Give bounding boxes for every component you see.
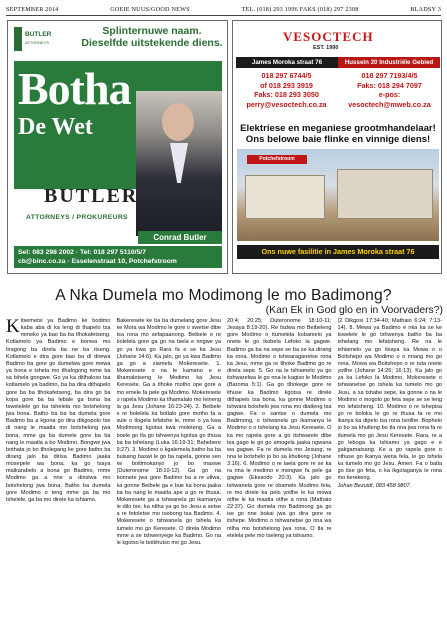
article-signature: Johan Bezuidt, 083 458 9807. <box>337 482 412 489</box>
dewet-text: De Wet <box>18 114 93 140</box>
photo-head <box>162 103 194 141</box>
logo-bar-icon <box>14 27 22 51</box>
vesoctech-brand: VESOCTECH <box>283 29 374 44</box>
tel-left-4: perry@vesoctech.co.za <box>246 99 327 109</box>
butler-logo <box>14 27 68 53</box>
building-left <box>245 175 325 219</box>
tel-left-1: 018 297 6744/5 <box>261 71 312 80</box>
butler-contact <box>14 246 222 268</box>
firm-name: BUTLER <box>44 185 139 207</box>
shop-sign: Potchefstroom <box>247 155 307 164</box>
logo-line1: BUTLER <box>25 31 52 38</box>
tel-left-block <box>236 71 337 121</box>
butler-advert <box>7 20 228 274</box>
page-header <box>6 4 441 16</box>
building-right <box>337 169 433 219</box>
logo-line2: ATTORNEYS <box>25 40 50 45</box>
article-subhead: (Kan Ek in God glo en in Voorvaders?) <box>265 305 443 316</box>
header-month: SEPTEMBER 2014 <box>6 6 59 13</box>
photo-shirt <box>170 143 188 183</box>
article-body <box>6 318 442 636</box>
article-column-1 <box>6 318 111 636</box>
botha-text: Botha <box>18 63 131 114</box>
street-1: James Moroka straat 76 <box>236 57 338 68</box>
header-title: GOEIE NUUS/GOOD NEWS <box>110 6 190 13</box>
article-column-2 <box>117 318 222 636</box>
tel-left-3: Faks: 018 293 3050 <box>254 90 319 99</box>
col2-text: Bakeresete ke ba ba dumelang gore Jesu ke Mora wa Modimo le gore o swetse dibe tsa rona mo sefapaanong. Beibele e re bolelela gore ga go na tsela e nngwe ya go ya kwa go Rara fa e se ka Jesu (Johane 14:6). Ka jalo, go ya kwa Badimo ga go a siamela Mokeresete. 1. Mokeresete o na le kamano e e tlhamaletseng le Modimo ka Jesu Keresete. Ga a tlhoke motho ope gore a mo emele fa pele ga Modimo. Mokeresete o rapela Modimo ka tlhamalalo mo leineng la ga Jesu (Johane 16:23-24). 2. Beibele e re bolelela ka botlalo gore motho fa a sule o tlogela lefatshe le, mme o ya kwa Modimong kgotsa kwa moleteng. Ga a boele go tla go tshwenya kgotsa go thusa ba ba tshelang (Luka 16:19-31; Bahebere 9:27). 3. Modimo o kgalemela batho ba ba buisang baswi le go ba rapela, gonne seo ke boitimokanyo jo bo maswe (Duteronome 18:10-12). Ga go na bonnete jwa gore Badimo ba a re utlwa, ka gonne Beibele ga e bue ka bona jaaka ba ba nang le maatla ape a go re thusa. Mokeresete ga a tshwanela go ikamanya le dilo tse, ka ntlha ya go bo Jesu a setse a re fetoletse mo tsebong tsa Badimo. 4. Mokeresete o tshwanela go tshela ka tumelo mo go Keresete. O direla Modimo mme a se tshwenyege ka Badimo. Go na le kgotso le boikhutso mo go Jesu. <box>116 318 221 546</box>
drop-cap: K <box>6 318 20 337</box>
col1-text: itsemetsi ya Badimo ke bodimo kaba aba di ka leng di thapelo tsa mmeko ya bao ba ba tlhokafetseng. Kotlamelo ya Badimo e bonwa mo tiragong ba direla ba ne ba itseng. Kotlamelo e dira gore bao ba di direwa Badimo ba gore go dumelwa gore mewa ya bona e tshela mo tlhalogong mme ba sa tshela gongwe. Go ya ka ditlhaloso tsa kotlamelo ya badimo, ba ba dira dithapelo gore ba ba tlhokafetseng, ba dira go ba kopa gore ba ba lebale ga bona ba tswelelele go ba tshelela mo botshelong jwa bona. Batho ba ba ba dumela gore Badimo ba a kgona go dira dikgopolo tse di nang le maatla mo botshelong jwa bona, mme ga ba dumele gore ba ba nang le maatla a bo Modimo. Bongwe jwa bothata jo bo tlholegang ke gore batho ba dirang jalo ba dirisa Badimo jaaka mosepele wa bona, ka go tsaya maikarabelo a bona go Badimo, mme Modimo ga a nne a dirisiwa mo botshelong jwa bona. Batho ba dumela gore Modimo o teng mme ga ba mo tshelele, ga ba mo direle ka tshiamo. <box>6 318 111 503</box>
tel-right-block <box>339 71 440 121</box>
street-banner <box>236 57 440 68</box>
street-2: Hussein 20 Industriële Gebied <box>338 57 440 68</box>
col4-text: (2 Dikgosi 17:34-40; Mathaio 6:24; 7:13-14). 8. Mewa ya Badimo e nka ka se ke tswelele le go tshwenya batho ba ba tshelang mo lefatsheng. Re na le tshiamelo ya go itsaya ka Mowa o o Boitshepo wa Modimo o o nnang mo go rona. Mowa wa Boitshepo o re ruta nnete yotlhe (Johane 14:26; 16:13). Ka jalo go ya ka Lefoko la Modimo, Mokeresete o tshwanetse go tshela ka tumelo mo go Jesu, a sa tshabe sepe, ka gonne o na le Modimo o mogolo go feta sepe se se leng mo lefatsheng. 10. Modimo o re tshepisa go re boloka le go re thusa fa re mo ikanya ka dipelo tsa rona tsotlhe. Bophelo jo bo sa khutleng bo tla nna jwa rona fa re dumela mo go Jesu Keresete. Rara, re a go leboga ka tshiamo ya gago e e gakgamatsang. Ke a go rapela gore o nthuse go ikanya wena fela, le go tshela ka tumelo mo go Jesu. Amen. Fa o batla go itse go feta, o ka ikgolaganya le rona mo kerekeng. <box>337 318 442 482</box>
tel-left-2: of 018 293 3919 <box>260 80 313 90</box>
lawyer-photo <box>136 91 222 236</box>
tel-right-3: e-pos: <box>378 90 401 99</box>
header-tel: TEL. (018) 293 1996 FAKS (018) 297 2308 <box>241 6 359 13</box>
contact-line1: Sel: 083 298 2002 · Tel: 018 297 5110/5/7 <box>18 249 146 256</box>
tel-right-1: 018 297 7193/4/5 <box>361 71 418 80</box>
person-name: Conrad Butler <box>138 231 222 244</box>
contact-line2: cb@binc.co.za · Esselenstraat 10, Potchefstroom <box>18 258 177 265</box>
article-column-3 <box>227 318 332 636</box>
col3-text: 20:4; 20:25; Duteronome 18:10-11; Jesaya 8:19-20). Re fadwa mo Beibeleng gore Modimo o itumelela kobamelo ya nnete le go ikobela Lefoko la gagwe. Badimo ga ba na sepe se ba se ka dirang ka rona. Modimo o tshwaraganetse rona ka Jesu, mme ga re tlhoke Badimo go re direla sepe. 5. Go na le tshiamelo ya go itshwarelwa le go nna le kagiso le Modimo (Baroma 5:1). Ga go tlhokege gore re ithuse ka Badimo kgotsa re direle dithapelo tsa bona, ka gonne Modimo o tshwara botshelo jwa rona mo diatleng tsa gagwe. Fa o santse o dumela mo Badimong, o tshwanela go ikamanya le Modimo o o tshelang ka Jesu Keresete. O ka mo rapela gore a go itshwarele dibe tsa gago le go go amogela jaaka ngwana wa gagwe. Fa re dumela mo Jesung, re nna le botshelo jo bo sa khutleng (Johane 3:16). 6. Modimo o re laela gore re se ka ra nna le medimo e mengwe fa pele ga gagwe (Ekesodo 20:3). Ka jalo go tshwanela gore re obamele Modimo fela, re mo direle ka pelo yotlhe le ka mowa otlhe le ka maatla otlhe a rona (Mathaio 22:37). Go dumela mo Badimong ga go ise go nne bokai jwa go dira gore re itshepe. Modimo o tshwanetse go nna wa ntlha mo botshelong jwa rona. O tla re etelela pele mo tseleng ya tshiamo. <box>227 318 332 539</box>
tel-right-4: vesoctech@mweb.co.za <box>348 99 431 109</box>
vesoctech-logo <box>283 27 389 55</box>
new-address: Ons nuwe fasilitie in James Moroka straat 76 <box>237 245 439 259</box>
vesoctech-slogan: Elektriese en meganiese grootmhandelaar! Ons belowe baie flinke en vinnige diens! <box>240 123 436 145</box>
vesoctech-advert <box>232 20 442 274</box>
header-page: BLADSY 3 <box>410 6 441 13</box>
butler-slogan: Splinternuwe naam. Dieselfde uitstekende diens. <box>81 25 223 49</box>
tel-right-2: Faks: 018 294 7097 <box>357 80 422 90</box>
vesoctech-est: EST. 1990 <box>313 45 339 51</box>
shop-photo <box>237 149 439 241</box>
article-headline: A Nka Dumela mo Modimong le mo Badimong? <box>55 287 392 304</box>
firm-subtitle: ATTORNEYS / PROKUREURS <box>26 214 128 221</box>
article-column-4 <box>338 318 443 636</box>
